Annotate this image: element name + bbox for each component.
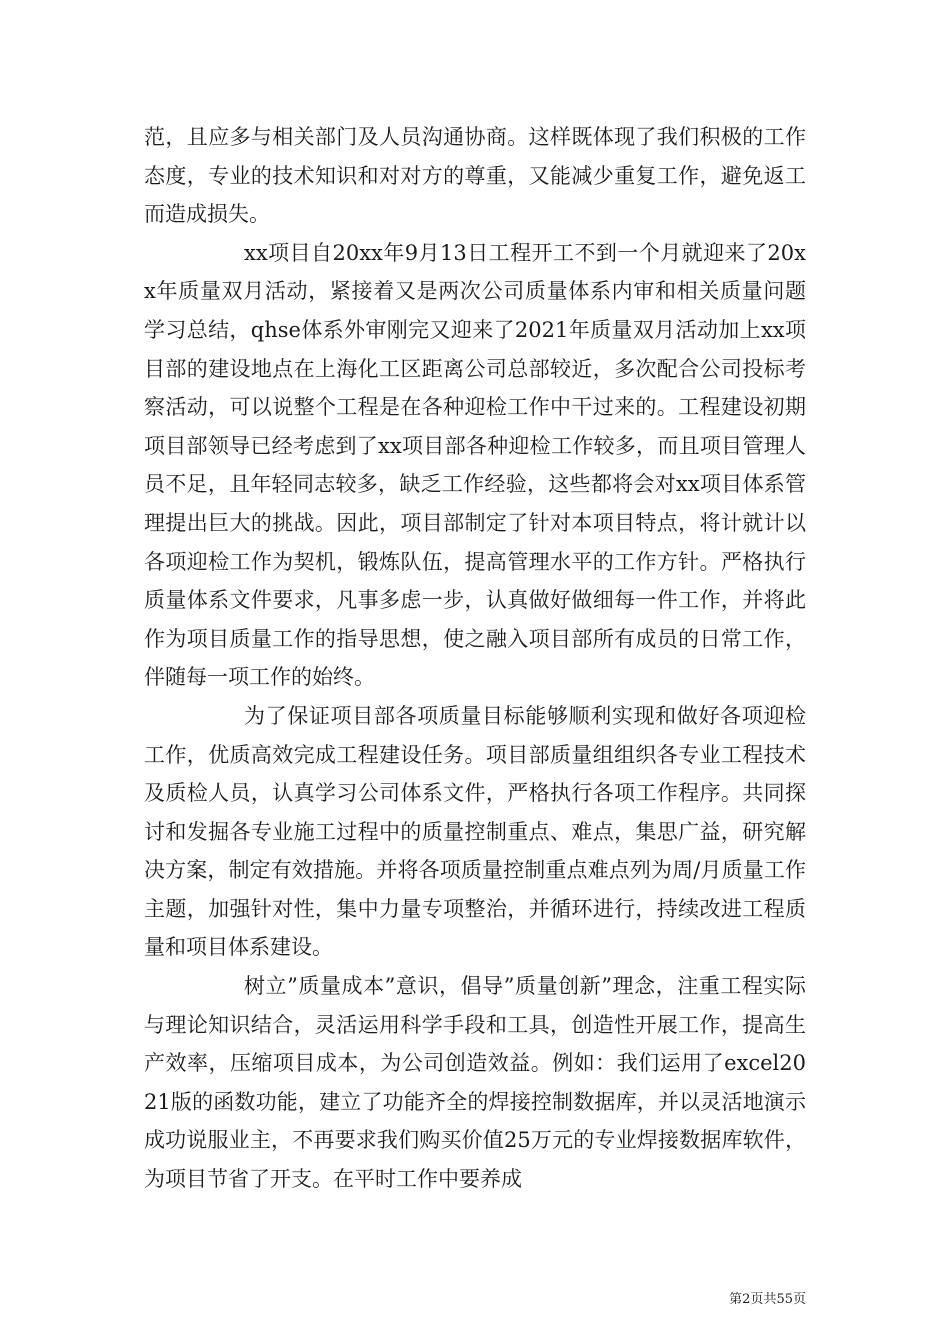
page-number-footer: 第2页共55页 <box>729 1292 806 1307</box>
paragraph-3: 为了保证项目部各项质量目标能够顺利实现和做好各项迎检工作，优质高效完成工程建设任务。项目部质量组组织各专业工程技术及质检人员，认真学习公司体系文件，严格执行各项工作程序。共同探讨和发掘各专业施工过程中的质量控制重点、难点，集思广益，研究解决方案，制定有效措施。并将各项质量控制重点难点列为周/月质量工作主题，加强针对性，集中力量专项整治，并循环进行，持续改进工程质量和项目体系建设。 <box>144 703 806 960</box>
paragraph-4: 树立”质量成本”意识，倡导”质量创新”理念，注重工程实际与理论知识结合，灵活运用科学手段和工具，创造性开展工作，提高生产效率，压缩项目成本，为公司创造效益。例如：我们运用了excel2021版的函数功能，建立了功能齐全的焊接控制数据库，并以灵活地演示成功说服业主，不再要求我们购买价值25万元的专业焊接数据库软件，为项目节省了开支。在平时工作中要养成 <box>144 974 806 1192</box>
paragraph-1: 范，且应多与相关部门及人员沟通协商。这样既体现了我们积极的工作态度，专业的技术知识和对对方的尊重，又能减少重复工作，避免返工而造成损失。 <box>144 125 806 227</box>
paragraph-2: xx项目自20xx年9月13日工程开工不到一个月就迎来了20xx年质量双月活动，紧接着又是两次公司质量体系内审和相关质量问题学习总结，qhse体系外审刚完又迎来了2021年质量双月活动加上xx项目部的建设地点在上海化工区距离公司总部较近，多次配合公司投标考察活动，可以说整个工程是在各种迎检工作中干过来的。工程建设初期项目部领导已经考虑到了xx项目部各种迎检工作较多，而且项目管理人员不足，且年轻同志较多，缺乏工作经验，这些都将会对xx项目体系管理提出巨大的挑战。因此，项目部制定了针对本项目特点，将计就计以各项迎检工作为契机，锻炼队伍，提高管理水平的工作方针。严格执行质量体系文件要求，凡事多虑一步，认真做好做细每一件工作，并将此作为项目质量工作的指导思想，使之融入项目部所有成员的日常工作，伴随每一项工作的始终。 <box>144 240 806 690</box>
document-body <box>144 118 806 1199</box>
